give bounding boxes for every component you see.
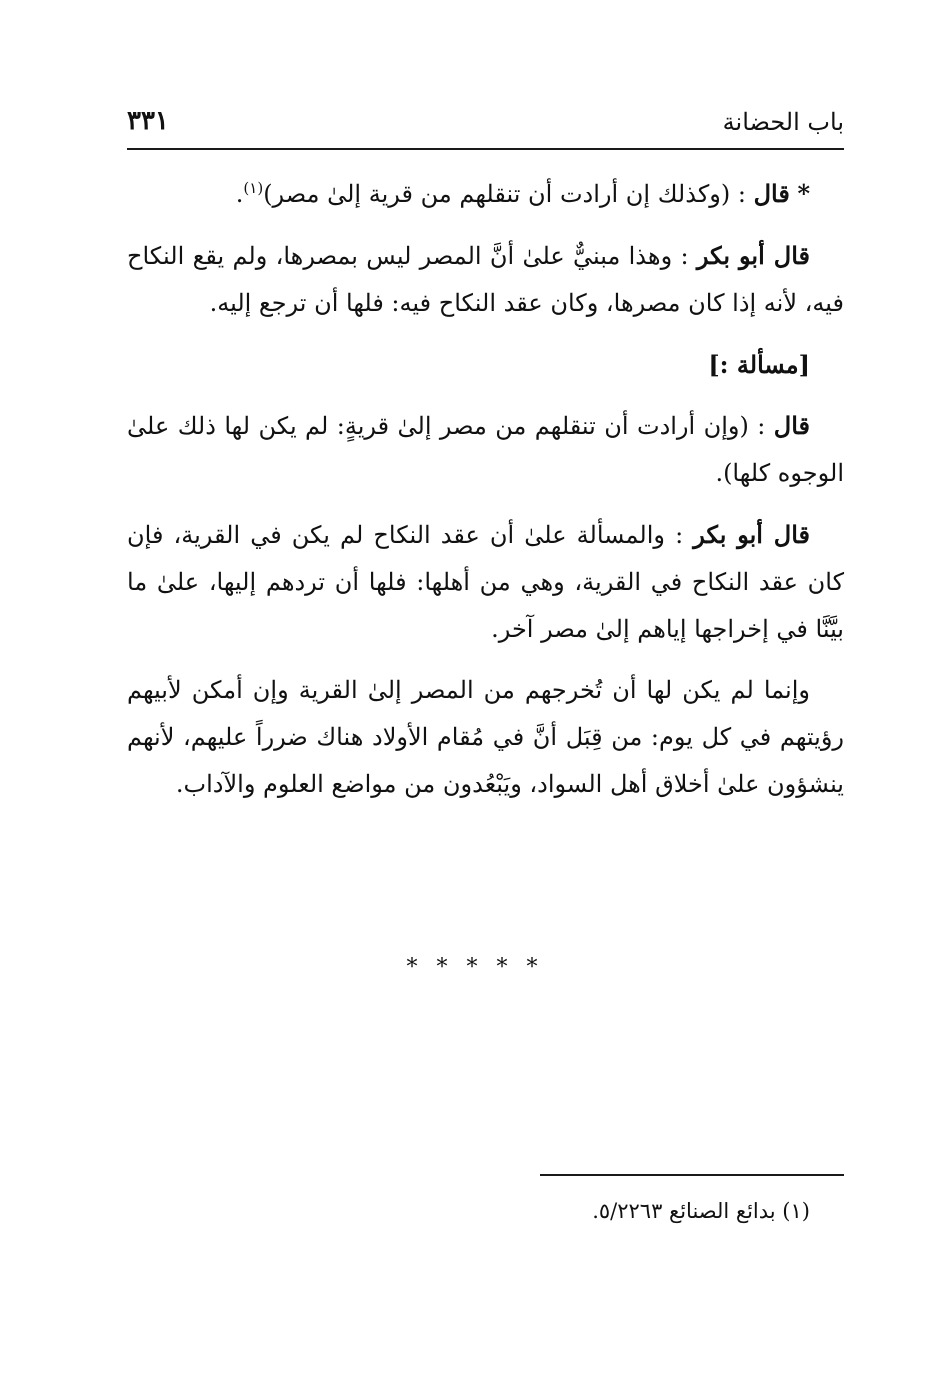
section-separator: * * * * * (406, 955, 544, 980)
speaker-label: قال أبو بكر (693, 520, 810, 549)
paragraph-text: : (وكذلك إن أرادت أن تنقلهم من قرية إلىٰ مصر) (263, 180, 754, 208)
asterisk-icon: * (797, 179, 810, 208)
speaker-label: قال (773, 411, 810, 440)
running-title: باب الحضانة (722, 108, 844, 136)
main-text (127, 170, 844, 822)
paragraph-5: وإنما لم يكن لها أن تُخرجهم من المصر إلىٰ القرية وإن أمكن لأبيهم رؤيتهم في كل يوم: من قِبَل أنَّ في مُقام الأولاد هناك ضرراً عليهم، لأنهم ينشؤون علىٰ أخلاق أهل السواد، ويَبْعُدون من مواضع العلوم والآداب. (127, 676, 845, 798)
paragraph-2 (127, 232, 844, 327)
page-number: ٣٣١ (127, 106, 169, 136)
speaker-label: قال (753, 179, 790, 208)
paragraph-text: : وهذا مبنيٌّ علىٰ أنَّ المصر ليس بمصرها، ولم يقع النكاح فيه، لأنه إذا كان مصرها، وكان عقد النكاح فيه: فلها أن ترجع إليه. (127, 242, 844, 317)
paragraph-end: . (235, 180, 244, 208)
footnote: (١) بدائع الصنائع ٥/٢٢٦٣. (592, 1199, 810, 1223)
paragraph-3 (127, 402, 844, 497)
paragraph-1 (127, 170, 844, 218)
footnote-divider (540, 1174, 844, 1176)
page-header (127, 104, 844, 150)
speaker-label: قال أبو بكر (696, 241, 811, 270)
footnote-reference: (١) (243, 179, 264, 197)
paragraph-text: : (وإن أرادت أن تنقلهم من مصر إلىٰ قريةٍ: لم يكن لها ذلك علىٰ الوجوه كلها). (127, 412, 844, 487)
paragraph-text: : والمسألة علىٰ أن عقد النكاح لم يكن في القرية، فإن كان عقد النكاح في القرية، وهي من أهلها: فلها أن تردهم إليها، علىٰ ما بيَّنَّا في إخراجها إياهم إلىٰ مصر آخر. (127, 521, 844, 643)
paragraph-4 (127, 511, 844, 653)
section-heading: [مسألة :] (708, 350, 810, 379)
